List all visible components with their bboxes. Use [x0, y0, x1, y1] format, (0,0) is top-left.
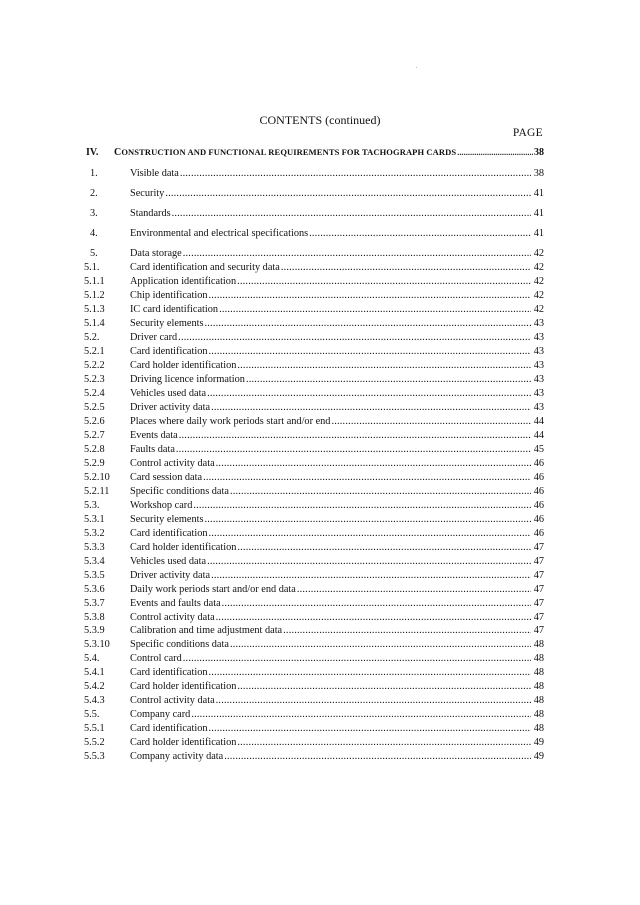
- dot-leader: [172, 207, 531, 220]
- toc-entry[interactable]: [84, 527, 544, 540]
- dot-leader: [193, 499, 531, 512]
- toc-entry-number: 5.3.2: [84, 527, 105, 539]
- toc-entry[interactable]: [84, 597, 544, 610]
- toc-entry[interactable]: [84, 167, 544, 180]
- toc-entry-page: 48: [533, 667, 544, 679]
- toc-entry-title: Events data: [130, 429, 178, 441]
- toc-entry-page: 46: [533, 499, 544, 511]
- toc-entry-page: 43: [533, 401, 544, 413]
- toc-entry-page: 48: [533, 653, 544, 665]
- dot-leader: [224, 750, 531, 763]
- toc-entry[interactable]: [84, 638, 544, 651]
- part-heading[interactable]: [86, 147, 544, 158]
- toc-entry[interactable]: [84, 583, 544, 596]
- toc-entry-number: 5.3.10: [84, 639, 110, 651]
- toc-entry[interactable]: [84, 471, 544, 484]
- toc-entry-number: 5.2.8: [84, 443, 105, 455]
- toc-entry-page: 42: [533, 303, 544, 315]
- toc-entry-page: 48: [533, 681, 544, 693]
- toc-entry-title: Card holder identification: [130, 681, 237, 693]
- toc-entry-title: Driver activity data: [130, 401, 211, 413]
- toc-entry-title: Driver card: [130, 331, 178, 343]
- toc-entry-page: 48: [533, 709, 544, 721]
- toc-entry-number: 5.3.: [84, 499, 100, 511]
- toc-entry-title: Chip identification: [130, 289, 208, 301]
- toc-entry-number: 5.2.2: [84, 359, 105, 371]
- part-title-initial: C: [114, 147, 122, 158]
- toc-entry-number: 5.3.3: [84, 541, 105, 553]
- toc-entry[interactable]: [84, 387, 544, 400]
- toc-entry[interactable]: [84, 415, 544, 428]
- toc-entry[interactable]: [84, 680, 544, 693]
- toc-entry[interactable]: [84, 513, 544, 526]
- toc-entry-page: 46: [533, 513, 544, 525]
- dot-leader: [205, 317, 532, 330]
- toc-entry-number: 5.2.6: [84, 415, 105, 427]
- toc-entry-number: 5.3.6: [84, 583, 105, 595]
- toc-entry-title: Application identification: [130, 275, 237, 287]
- dot-leader: [211, 401, 531, 414]
- toc-entry[interactable]: [84, 247, 544, 260]
- toc-entry-title: Specific conditions data: [130, 485, 229, 497]
- toc-entry[interactable]: [84, 485, 544, 498]
- toc-entry[interactable]: [84, 652, 544, 665]
- toc-entry[interactable]: [84, 750, 544, 763]
- dot-leader: [331, 415, 531, 428]
- toc-entry[interactable]: [84, 541, 544, 554]
- toc-entry-page: 47: [533, 555, 544, 567]
- toc-entry-number: 5.3.8: [84, 611, 105, 623]
- scan-speck: [416, 67, 417, 68]
- toc-entry-number: 5.5.3: [84, 751, 105, 763]
- toc-entry-number: 5.5.: [84, 709, 100, 721]
- part-number: IV.: [86, 147, 99, 158]
- dot-leader: [297, 583, 531, 596]
- toc-entry-title: Card holder identification: [130, 541, 237, 553]
- toc-entry[interactable]: [84, 457, 544, 470]
- toc-entry-title: Control activity data: [130, 695, 215, 707]
- toc-entry-page: 42: [533, 275, 544, 287]
- dot-leader: [165, 187, 531, 200]
- toc-entry-title: Events and faults data: [130, 597, 221, 609]
- toc-entry-title: Faults data: [130, 443, 175, 455]
- toc-entry-page: 41: [533, 188, 544, 199]
- toc-entry[interactable]: [84, 666, 544, 679]
- dot-leader: [176, 443, 531, 456]
- toc-entry-title: Vehicles used data: [130, 387, 207, 399]
- toc-entry-page: 43: [533, 359, 544, 371]
- toc-entry-page: 47: [533, 541, 544, 553]
- toc-entry-number: 5.2.9: [84, 457, 105, 469]
- toc-entry-page: 45: [533, 443, 544, 455]
- dot-leader: [216, 457, 531, 470]
- dot-leader: [216, 611, 531, 624]
- toc-entry-title: Visible data: [130, 168, 179, 179]
- dot-leader: [209, 722, 532, 735]
- toc-entry[interactable]: [84, 187, 544, 200]
- toc-entry[interactable]: [84, 555, 544, 568]
- toc-entry-title: Driver activity data: [130, 569, 211, 581]
- toc-entry-number: 5.2.7: [84, 429, 105, 441]
- toc-entry-title: Places where daily work periods start and/or end: [130, 415, 331, 427]
- toc-entry-page: 48: [533, 723, 544, 735]
- toc-entry[interactable]: [84, 694, 544, 707]
- toc-entry-title: Card identification: [130, 527, 208, 539]
- toc-entry-page: 43: [533, 345, 544, 357]
- dot-leader: [209, 527, 532, 540]
- toc-entry-number: 5.2.4: [84, 387, 105, 399]
- toc-entry[interactable]: [84, 303, 544, 316]
- toc-entry-number: 5.2.: [84, 331, 100, 343]
- toc-entry-page: 42: [533, 262, 544, 273]
- toc-entry[interactable]: [84, 359, 544, 372]
- toc-entry-title: Control activity data: [130, 457, 215, 469]
- toc-entry[interactable]: [84, 275, 544, 288]
- toc-entry[interactable]: [84, 227, 544, 240]
- part-title-rest: ONSTRUCTION AND FUNCTIONAL REQUIREMENTS FOR TACHOGRAPH CARDS: [121, 147, 457, 157]
- dot-leader: [183, 247, 531, 260]
- dot-leader: [191, 708, 531, 721]
- dot-leader: [216, 694, 531, 707]
- toc-entry-page: 49: [533, 737, 544, 749]
- toc-entry-number: 4.: [90, 228, 98, 239]
- toc-entry-number: 5.1.: [84, 262, 100, 273]
- toc-entry[interactable]: [84, 429, 544, 442]
- toc-entry-title: Security: [130, 188, 165, 199]
- toc-entry-page: 48: [533, 639, 544, 651]
- dot-leader: [207, 387, 531, 400]
- toc-entry[interactable]: [84, 499, 544, 512]
- toc-entry-page: 41: [533, 208, 544, 219]
- toc-entry[interactable]: [84, 569, 544, 582]
- dot-leader: [281, 261, 531, 274]
- dot-leader: [209, 345, 532, 358]
- toc-entry-title: Security elements: [130, 317, 204, 329]
- dot-leader: [309, 227, 531, 240]
- toc-entry-title: Data storage: [130, 248, 182, 259]
- dot-leader: [246, 373, 531, 386]
- toc-entry[interactable]: [84, 624, 544, 637]
- dot-leader: [209, 289, 532, 302]
- toc-entry[interactable]: [84, 261, 544, 274]
- toc-entry-number: 5.: [90, 248, 98, 259]
- toc-entry-page: 47: [533, 597, 544, 609]
- dot-leader: [230, 638, 531, 651]
- toc-entry[interactable]: [84, 401, 544, 414]
- toc-entry[interactable]: [84, 345, 544, 358]
- toc-entry-number: 5.2.1: [84, 345, 105, 357]
- toc-entry[interactable]: [84, 722, 544, 735]
- dot-leader: [457, 147, 533, 157]
- toc-entry-number: 5.1.1: [84, 275, 105, 287]
- dot-leader: [237, 736, 531, 749]
- toc-entry-page: 42: [533, 248, 544, 259]
- toc-entry-number: 1.: [90, 168, 98, 179]
- toc-entry-page: 43: [533, 331, 544, 343]
- toc-entry-page: 48: [533, 695, 544, 707]
- toc-entry-number: 5.4.1: [84, 667, 105, 679]
- dot-leader: [237, 275, 531, 288]
- toc-entry[interactable]: [84, 317, 544, 330]
- toc-entry-title: Vehicles used data: [130, 555, 207, 567]
- toc-entry-number: 5.3.4: [84, 555, 105, 567]
- dot-leader: [209, 666, 532, 679]
- toc-entry-title: Standards: [130, 208, 171, 219]
- toc-entry-title: Environmental and electrical specifications: [130, 228, 309, 239]
- toc-entry-number: 5.2.11: [84, 485, 110, 497]
- dot-leader: [203, 471, 531, 484]
- toc-entry[interactable]: [84, 373, 544, 386]
- toc-entry-title: Card identification and security data: [130, 262, 280, 273]
- dot-leader: [230, 485, 531, 498]
- dot-leader: [207, 555, 531, 568]
- dot-leader: [222, 597, 531, 610]
- toc-entry-page: 44: [533, 415, 544, 427]
- toc-entry-page: 41: [533, 228, 544, 239]
- toc-entry-number: 5.4.: [84, 653, 100, 665]
- toc-entry-number: 5.1.2: [84, 289, 105, 301]
- dot-leader: [179, 429, 531, 442]
- toc-entry-number: 2.: [90, 188, 98, 199]
- toc-entry-title: Company card: [130, 709, 191, 721]
- dot-leader: [211, 569, 531, 582]
- toc-entry-page: 47: [533, 611, 544, 623]
- toc-entry-title: Daily work periods start and/or end data: [130, 583, 296, 595]
- dot-leader: [219, 303, 531, 316]
- toc-entry-title: Driving licence information: [130, 373, 245, 385]
- toc-entry-page: 47: [533, 569, 544, 581]
- toc-entry-title: Control activity data: [130, 611, 215, 623]
- part-page: 38: [534, 147, 544, 158]
- toc-entry-number: 5.3.9: [84, 625, 105, 637]
- toc-entry[interactable]: [84, 207, 544, 220]
- toc-entry-number: 5.4.3: [84, 695, 105, 707]
- page-column-label: PAGE: [512, 127, 543, 139]
- dot-leader: [237, 541, 531, 554]
- toc-entry-title: Calibration and time adjustment data: [130, 625, 283, 637]
- dot-leader: [180, 167, 531, 180]
- part-title: [114, 147, 456, 158]
- toc-entry-number: 5.3.1: [84, 513, 105, 525]
- toc-entry[interactable]: [84, 331, 544, 344]
- toc-entry-number: 5.3.7: [84, 597, 105, 609]
- toc-entry-title: IC card identification: [130, 303, 219, 315]
- toc-entry-title: Specific conditions data: [130, 639, 229, 651]
- toc-entry-number: 5.1.4: [84, 317, 105, 329]
- toc-entry[interactable]: [84, 708, 544, 721]
- toc-entry-title: Card identification: [130, 345, 208, 357]
- toc-entry-page: 43: [533, 317, 544, 329]
- toc-entry-number: 5.2.5: [84, 401, 105, 413]
- toc-entry[interactable]: [84, 289, 544, 302]
- toc-entry-page: 47: [533, 583, 544, 595]
- toc-entry[interactable]: [84, 611, 544, 624]
- toc-entry-page: 46: [533, 485, 544, 497]
- toc-entry-number: 5.3.5: [84, 569, 105, 581]
- toc-entry-number: 5.2.3: [84, 373, 105, 385]
- toc-entry-title: Card identification: [130, 667, 208, 679]
- toc-entry-number: 5.5.2: [84, 737, 105, 749]
- dot-leader: [178, 331, 531, 344]
- toc-entry-page: 46: [533, 471, 544, 483]
- toc-entry-number: 5.2.10: [84, 471, 110, 483]
- toc-entry-page: 47: [533, 625, 544, 637]
- toc-entry-title: Card holder identification: [130, 359, 237, 371]
- toc-entry-title: Card holder identification: [130, 737, 237, 749]
- toc-entry-page: 42: [533, 289, 544, 301]
- dot-leader: [283, 624, 531, 637]
- toc-entry-title: Card identification: [130, 723, 208, 735]
- toc-entry-page: 38: [533, 168, 544, 179]
- dot-leader: [205, 513, 532, 526]
- toc-entry-number: 5.5.1: [84, 723, 105, 735]
- toc-entry-title: Control card: [130, 653, 182, 665]
- toc-entry[interactable]: [84, 736, 544, 749]
- toc-entry-title: Card session data: [130, 471, 203, 483]
- toc-entry-page: 49: [533, 751, 544, 763]
- contents-title: CONTENTS (continued): [259, 113, 381, 127]
- dot-leader: [183, 652, 531, 665]
- toc-entry-number: 5.1.3: [84, 303, 105, 315]
- toc-entry[interactable]: [84, 443, 544, 456]
- toc-entry-title: Workshop card: [130, 499, 193, 511]
- toc-entry-number: 3.: [90, 208, 98, 219]
- dot-leader: [237, 359, 531, 372]
- toc-entry-page: 44: [533, 429, 544, 441]
- toc-entry-title: Company activity data: [130, 751, 224, 763]
- toc-entry-page: 43: [533, 373, 544, 385]
- toc-entry-page: 43: [533, 387, 544, 399]
- toc-entry-title: Security elements: [130, 513, 204, 525]
- toc-entry-page: 46: [533, 527, 544, 539]
- dot-leader: [237, 680, 531, 693]
- toc-entry-number: 5.4.2: [84, 681, 105, 693]
- toc-entry-page: 46: [533, 457, 544, 469]
